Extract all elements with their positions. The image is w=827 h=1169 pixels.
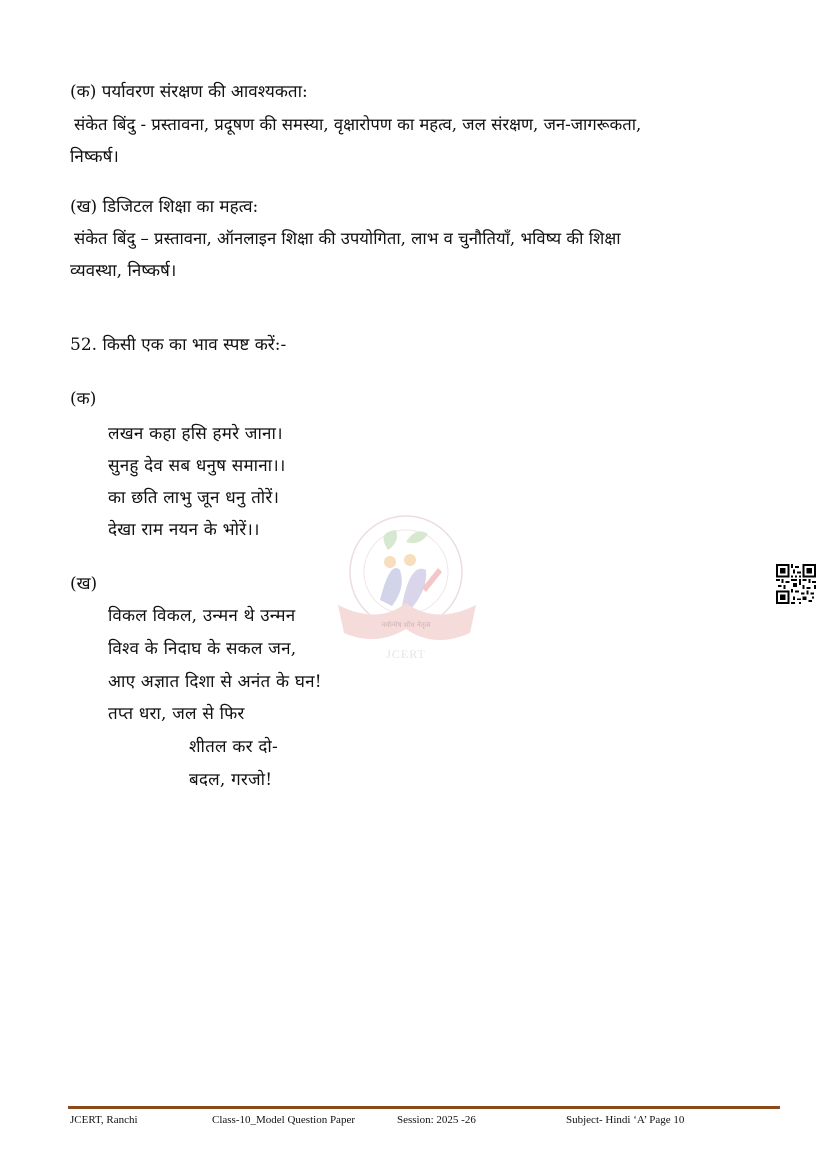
option-b-line-2: विश्व के निदाघ के सकल जन, — [108, 639, 297, 659]
option-a-line-4: देखा राम नयन के भोरें।। — [108, 520, 260, 540]
essay-a-points-line2: निष्कर्ष। — [70, 147, 119, 167]
qr-code — [776, 564, 816, 604]
option-a-line-1: लखन कहा हसि हमरे जाना। — [108, 424, 283, 444]
option-b-line-1: विकल विकल, उन्मन थे उन्मन — [108, 606, 296, 626]
watermark-jcert-text: JCERT — [386, 647, 426, 661]
option-b-line-5: शीतल कर दो- — [189, 737, 278, 757]
essay-b-points-line1: संकेत बिंदु – प्रस्तावना, ऑनलाइन शिक्षा की उपयोगिता, लाभ व चुनौतियाँ, भविष्य की शिक्षा — [74, 229, 621, 248]
option-b-line-6: बदल, गरजो! — [189, 770, 273, 790]
option-b-line-4: तप्त धरा, जल से फिर — [108, 704, 245, 724]
footer-session: Session: 2025 -26 — [397, 1114, 476, 1126]
option-a-label: (क) — [70, 389, 97, 409]
watermark-banner-text: नवोन्मेष शोध नेतृत्व — [381, 621, 431, 629]
essay-a-points-line1: संकेत बिंदु - प्रस्तावना, प्रदूषण की समस्या, वृक्षारोपण का महत्व, जल संरक्षण, जन-जागरूकता, — [74, 115, 642, 134]
essay-a-heading: (क) पर्यावरण संरक्षण की आवश्यकता: — [70, 82, 308, 102]
question-52-title: 52. किसी एक का भाव स्पष्ट करें:- — [70, 335, 287, 355]
option-b-line-3: आए अज्ञात दिशा से अनंत के घन! — [108, 672, 322, 692]
essay-b-points-line2: व्यवस्था, निष्कर्ष। — [70, 261, 177, 281]
footer-org: JCERT, Ranchi — [70, 1114, 138, 1126]
option-a-line-2: सुनहु देव सब धनुष समाना।। — [108, 456, 286, 476]
footer-paper: Class-10_Model Question Paper — [212, 1114, 355, 1126]
option-b-label: (ख) — [70, 574, 98, 594]
option-a-line-3: का छति लाभु जून धनु तोरें। — [108, 488, 280, 508]
footer-subject-page: Subject- Hindi ‘A’ Page 10 — [566, 1114, 685, 1126]
essay-b-heading: (ख) डिजिटल शिक्षा का महत्व: — [70, 197, 259, 217]
jcert-watermark-logo — [318, 510, 498, 670]
footer-rule — [68, 1106, 780, 1109]
